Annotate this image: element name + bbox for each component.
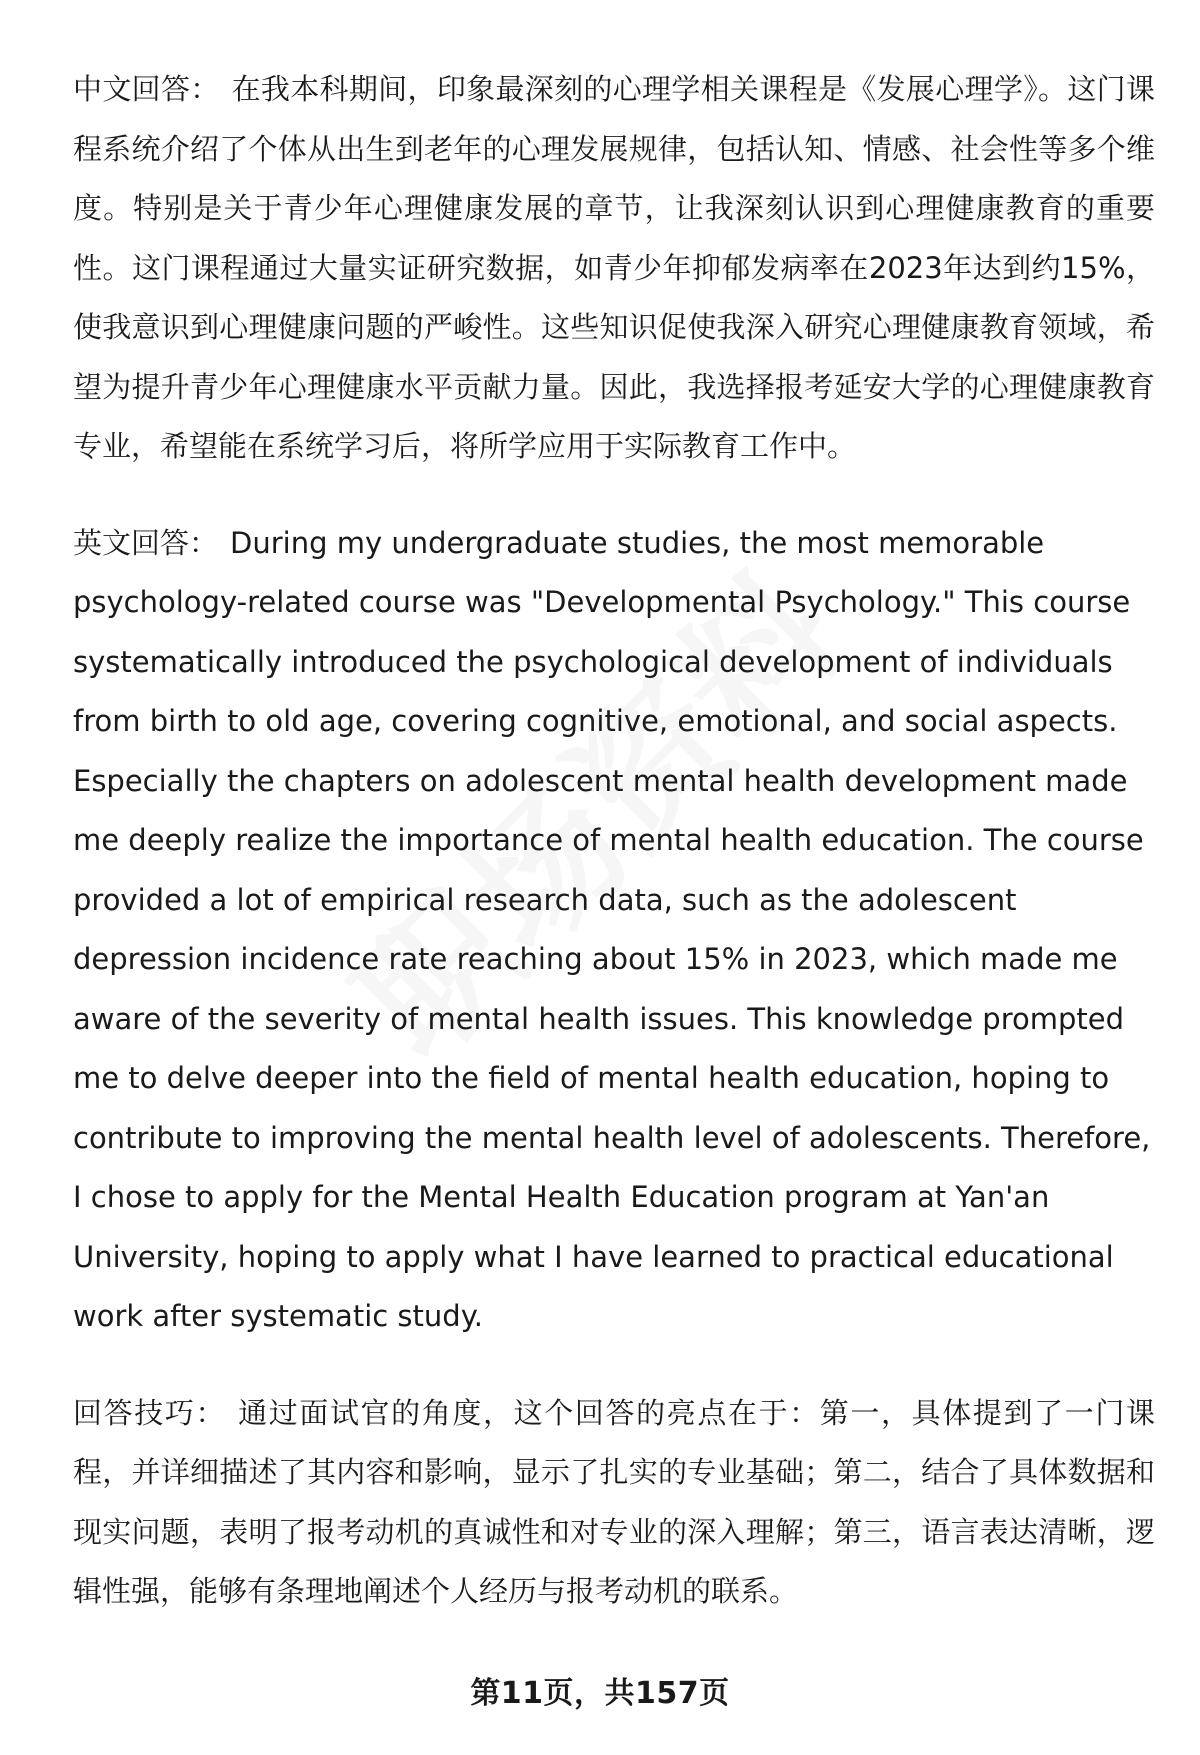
- page-number-footer: 第11页，共157页: [470, 1676, 730, 1711]
- english-answer-paragraph: [73, 514, 1155, 1347]
- chinese-answer-paragraph: [73, 60, 1155, 477]
- english-answer-text: During my undergraduate studies, the most memorable psychology-related course was "Developmental Psychology." This course systematically introduced the psychological development of individuals from birth to old age, covering cognitive, emotional, and social aspects. Especially the chapters on adolescent mental health development made me deeply realize the importance of mental health education. The course provided a lot of empirical research data, such as the adolescent depression incidence rate reaching about 15% in 2023, which made me aware of the severity of mental health issues. This knowledge prompted me to delve deeper into the field of mental health education, hoping to contribute to improving the mental health level of adolescents. Therefore, I chose to apply for the Mental Health Education program at Yan'an University, hoping to apply what I have learned to practical educational work after systematic study.: [73, 525, 1151, 1333]
- chinese-answer-label: 中文回答：: [73, 72, 220, 106]
- chinese-answer-text: 在我本科期间，印象最深刻的心理学相关课程是《发展心理学》。这门课程系统介绍了个体从出生到老年的心理发展规律，包括认知、情感、社会性等多个维度。特别是关于青少年心理健康发展的章节，让我深刻认识到心理健康教育的重要性。这门课程通过大量实证研究数据，如青少年抑郁发病率在2023年达到约15%，使我意识到心理健康问题的严峻性。这些知识促使我深入研究心理健康教育领域，希望为提升青少年心理健康水平贡献力量。因此，我选择报考延安大学的心理健康教育专业，希望能在系统学习后，将所学应用于实际教育工作中。: [73, 72, 1155, 463]
- english-answer-label: 英文回答：: [73, 525, 219, 560]
- answer-tips-label: 回答技巧：: [73, 1395, 227, 1430]
- content-area: [73, 60, 1155, 1659]
- answer-tips-text: 通过面试官的角度，这个回答的亮点在于：第一，具体提到了一门课程，并详细描述了其内容和影响，显示了扎实的专业基础；第二，结合了具体数据和现实问题，表明了报考动机的真诚性和对专业的深入理解；第三，语言表达清晰，逻辑性强，能够有条理地阐述个人经历与报考动机的联系。: [73, 1395, 1155, 1608]
- answer-tips-paragraph: [73, 1384, 1155, 1622]
